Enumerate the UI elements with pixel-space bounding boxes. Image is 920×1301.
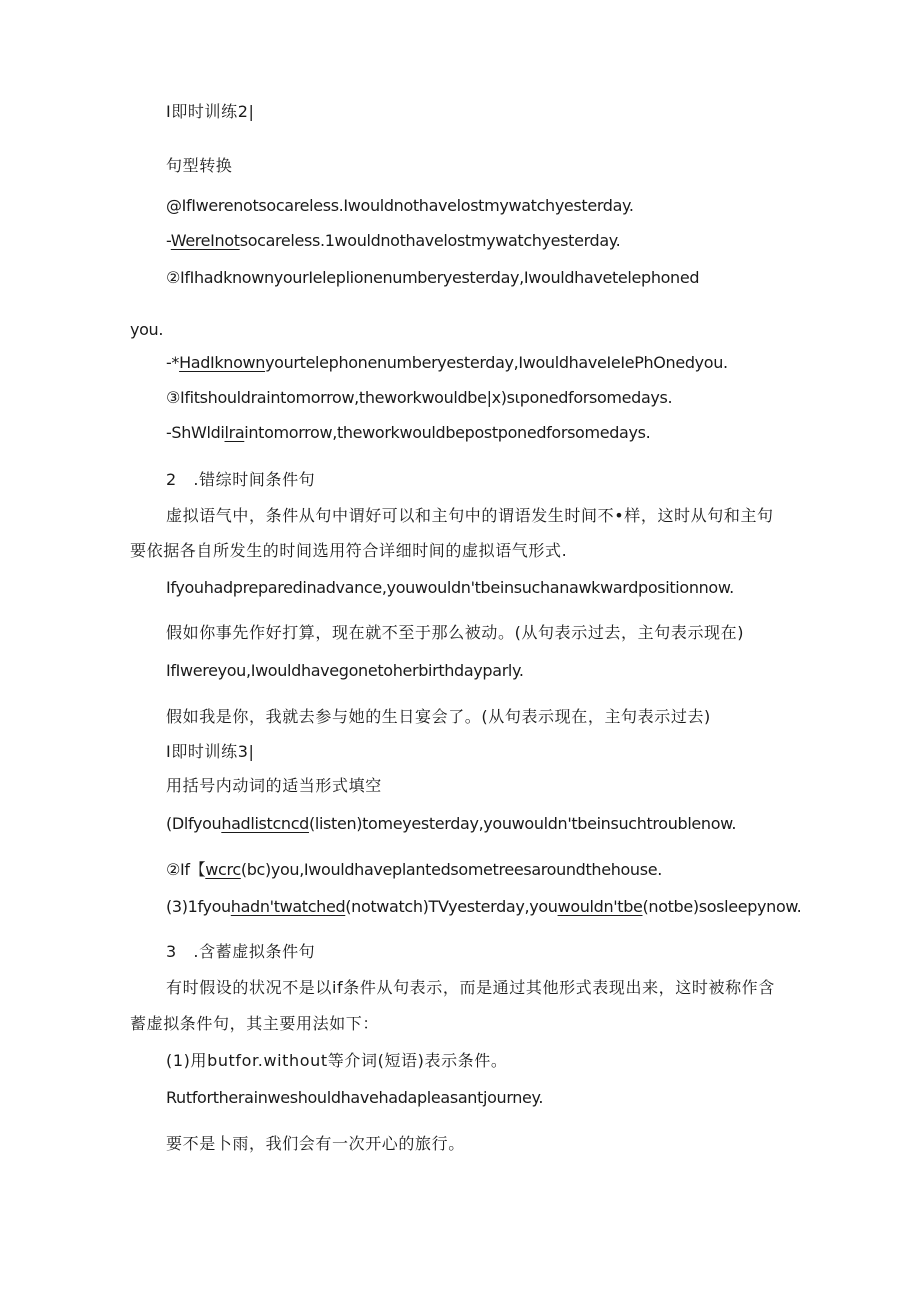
sentence-rest: (listen)tomeyesterday,youwouldn'tbeinsuchtroublenow.	[308, 814, 737, 833]
drill2-q3: ③Ifitshouldraintomorrow,theworkwouldbe|x)sιponedforsomedays.	[166, 388, 673, 407]
drill3-item1	[166, 814, 736, 834]
section3-para-line1: 有时假设的状况不是以if条件从句表示，而是通过其他形式表现出来，这时被称作含	[166, 978, 775, 997]
section2-para-line2: 要依据各自所发生的时间选用符合详细时间的虚拟语气形式.	[130, 541, 568, 560]
prefix: -ShWldi	[166, 423, 225, 442]
drill2-q1: @IfIwerenotsocareless.Iwouldnothavelostmywatchyesterday.	[166, 196, 634, 215]
answer-underlined: lra	[224, 423, 245, 442]
drill2-a1	[166, 231, 620, 251]
sentence-rest: (notbe)sosleepynow.	[642, 897, 802, 916]
sentence-rest: socareless.1wouldnothavelostmywatchyesterday.	[239, 231, 621, 250]
prefix: -*	[166, 353, 180, 372]
drill2-a2	[166, 353, 728, 373]
section2-example2-en: IfIwereyou,Iwouldhavegonetoherbirthdayparly.	[166, 661, 524, 680]
section3-para-line2: 蓄虚拟条件句，其主要用法如下：	[130, 1014, 380, 1033]
prefix: -	[166, 231, 171, 250]
prefix: (Dlfyou	[166, 814, 222, 833]
sentence-rest: (bc)you,Iwouldhaveplantedsometreesaroundthehouse.	[240, 860, 662, 879]
answer1-underlined: hadn'twatched	[230, 897, 346, 916]
drill3-item2	[166, 860, 662, 880]
answer-underlined: wcrc	[205, 860, 241, 879]
section2-example2-zh: 假如我是你，我就去参与她的生日宴会了。(从句表示现在，主句表示过去)	[166, 707, 711, 726]
drill2-a3	[166, 423, 650, 443]
drill3-heading: I即时训练3|	[166, 742, 255, 761]
sentence-rest: yourtelephonenumberyesterday,IwouldhaveIeIePhOnedyou.	[265, 353, 728, 372]
answer-underlined: hadlistcncd	[221, 814, 309, 833]
answer-underlined: HadIknown	[179, 353, 266, 372]
section3-item1: (1)用butfor.without等介词(短语)表示条件。	[166, 1051, 508, 1070]
drill2-q2: ②IfIhadknownyourIeleplionenumberyesterday,Iwouldhavetelephoned	[166, 268, 700, 287]
section3-example-zh: 要不是卜雨，我们会有一次开心的旅行。	[166, 1134, 465, 1153]
drill2-q2-continuation: you.	[130, 320, 164, 339]
section2-para-line1: 虚拟语气中，条件从句中谓好可以和主句中的谓语发生时间不•样，这时从句和主句	[166, 506, 774, 525]
answer-underlined: WereInot	[170, 231, 240, 250]
drill2-task: 句型转换	[166, 156, 233, 175]
sentence-rest: intomorrow,theworkwouldbepostponedforsomedays.	[244, 423, 651, 442]
section2-example1-zh: 假如你事先作好打算，现在就不至于那么被动。(从句表示过去，主句表示现在)	[166, 623, 745, 642]
drill3-task: 用括号内动词的适当形式填空	[166, 776, 382, 795]
prefix: (3)1fyou	[166, 897, 231, 916]
sentence-middle: (notwatch)TVyesterday,you	[345, 897, 558, 916]
drill2-heading: I即时训练2|	[166, 102, 255, 121]
section3-example-en: Rutfortherainweshouldhavehadapleasantjourney.	[166, 1088, 544, 1107]
section3-title: 3 .含蓄虚拟条件句	[166, 942, 316, 961]
drill3-item3	[166, 897, 801, 917]
prefix: ②If【	[166, 860, 206, 879]
section2-example1-en: Ifyouhadpreparedinadvance,youwouldn'tbeinsuchanawkwardpositionnow.	[166, 578, 734, 597]
section2-title: 2 .错综时间条件句	[166, 470, 316, 489]
answer2-underlined: wouldn'tbe	[557, 897, 643, 916]
